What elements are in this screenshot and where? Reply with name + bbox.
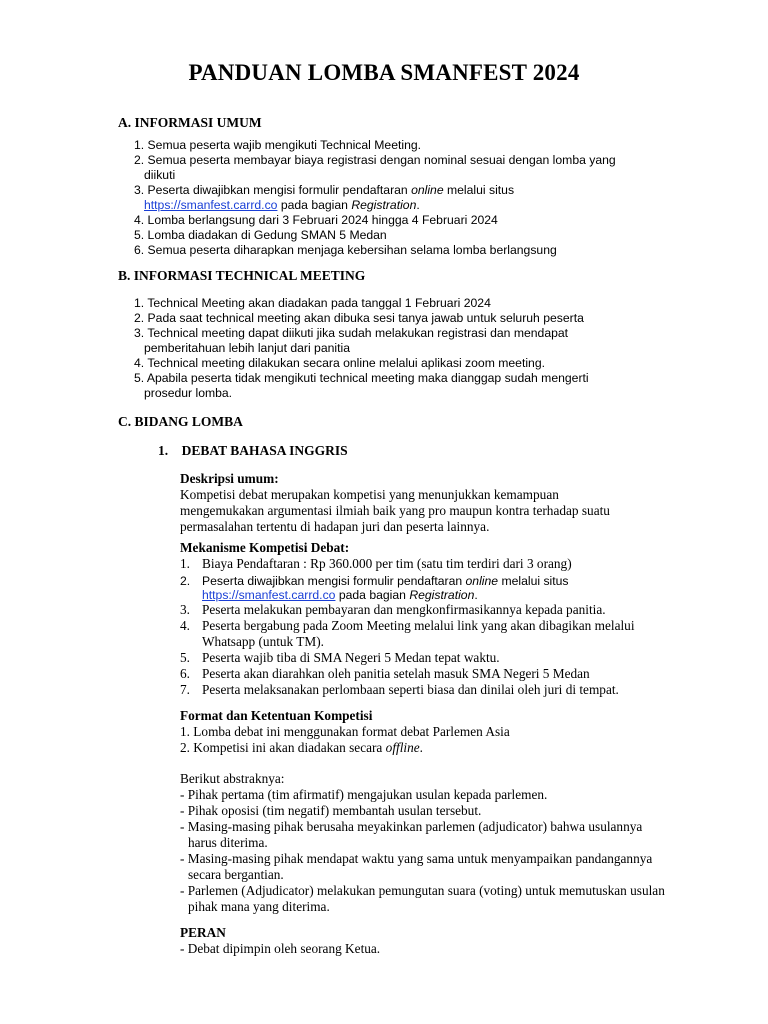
list-item: 3. Technical meeting dapat diikuti jika sudah melakukan registrasi dan mendapat — [134, 326, 569, 340]
list-item: 6. Peserta akan diarahkan oleh panitia setelah masuk SMA Negeri 5 Medan — [180, 666, 590, 681]
list-item: 1. Semua peserta wajib mengikuti Technical Meeting. — [134, 138, 422, 152]
deskripsi-line: permasalahan tertentu di hadapan juri dan peserta lainnya. — [180, 519, 490, 534]
list-item: - Masing-masing pihak mendapat waktu yang sama untuk menyampaikan pandangannya secara bergantian. — [180, 851, 653, 882]
list-item: https://smanfest.carrd.co pada bagian Registration. — [144, 198, 420, 212]
abstrak-list — [180, 787, 670, 915]
peran-item: - Debat dipimpin oleh seorang Ketua. — [180, 941, 381, 956]
debat-subheading: 1. DEBAT BAHASA INGGRIS — [158, 443, 348, 458]
section-b-list — [134, 296, 654, 401]
format-label: Format dan Ketentuan Kompetisi — [180, 708, 373, 723]
mekanisme-list — [180, 556, 670, 698]
format-block — [180, 708, 670, 756]
abstrak-block — [180, 771, 670, 915]
list-item: prosedur lomba. — [144, 386, 233, 400]
peran-block — [180, 925, 670, 957]
format-item: 2. Kompetisi ini akan diadakan secara offline. — [180, 740, 423, 755]
abstrak-label: Berikut abstraknya: — [180, 771, 285, 786]
deskripsi-label: Deskripsi umum: — [180, 471, 279, 486]
list-item: 3. Peserta diwajibkan mengisi formulir pendaftaran online melalui situs — [134, 183, 515, 197]
peran-label: PERAN — [180, 925, 226, 940]
mekanisme-label: Mekanisme Kompetisi Debat: — [180, 540, 350, 555]
section-a-list — [134, 138, 654, 258]
list-item: 4. Technical meeting dilakukan secara online melalui aplikasi zoom meeting. — [134, 356, 545, 370]
list-item: - Pihak oposisi (tim negatif) membantah usulan tersebut. — [180, 803, 482, 818]
list-item: 1. Technical Meeting akan diadakan pada tanggal 1 Februari 2024 — [134, 296, 491, 310]
list-item: 7. Peserta melaksanakan perlombaan seperti biasa dan dinilai oleh juri di tempat. — [180, 682, 619, 697]
section-b-heading: B. INFORMASI TECHNICAL MEETING — [118, 268, 366, 283]
mekanisme-block — [180, 540, 670, 698]
list-item: pemberitahuan lebih lanjut dari panitia — [144, 341, 350, 355]
list-item: diikuti — [144, 168, 176, 182]
deskripsi-block — [180, 471, 670, 535]
list-item: 6. Semua peserta diharapkan menjaga kebersihan selama lomba berlangsung — [134, 243, 557, 257]
list-item: 4. Peserta bergabung pada Zoom Meeting melalui link yang akan dibagikan melalui Whatsapp (untuk TM). — [180, 618, 635, 649]
registration-link[interactable]: https://smanfest.carrd.co — [202, 588, 336, 602]
list-item: 2. Semua peserta membayar biaya registrasi dengan nominal sesuai dengan lomba yang — [134, 153, 616, 167]
format-item: 1. Lomba debat ini menggunakan format debat Parlemen Asia — [180, 724, 510, 739]
section-c-heading: C. BIDANG LOMBA — [118, 414, 243, 429]
list-item: 3. Peserta melakukan pembayaran dan mengkonfirmasikannya kepada panitia. — [180, 602, 606, 617]
list-item: 4. Lomba berlangsung dari 3 Februari 2024 hingga 4 Februari 2024 — [134, 213, 498, 227]
list-item: 5. Peserta wajib tiba di SMA Negeri 5 Medan tepat waktu. — [180, 650, 500, 665]
list-item: 5. Apabila peserta tidak mengikuti technical meeting maka dianggap sudah mengerti — [134, 371, 589, 385]
section-a-heading: A. INFORMASI UMUM — [118, 115, 262, 130]
list-item: - Parlemen (Adjudicator) melakukan pemungutan suara (voting) untuk memutuskan usulan pihak mana yang diterima. — [180, 883, 665, 914]
deskripsi-line: Kompetisi debat merupakan kompetisi yang menunjukkan kemampuan — [180, 487, 559, 502]
list-item: - Pihak pertama (tim afirmatif) mengajukan usulan kepada parlemen. — [180, 787, 548, 802]
list-item: 1. Biaya Pendaftaran : Rp 360.000 per tim (satu tim terdiri dari 3 orang) — [180, 556, 572, 571]
registration-link[interactable]: https://smanfest.carrd.co — [144, 198, 278, 212]
list-item: 2. Pada saat technical meeting akan dibuka sesi tanya jawab untuk seluruh peserta — [134, 311, 584, 325]
deskripsi-line: mengemukakan argumentasi ilmiah baik yang pro maupun kontra terhadap suatu — [180, 503, 610, 518]
list-item: 5. Lomba diadakan di Gedung SMAN 5 Medan — [134, 228, 387, 242]
list-item: 2. Peserta diwajibkan mengisi formulir pendaftaran online melalui situs https://smanfest.carrd.co pada bagian Registration. — [180, 574, 569, 602]
document-title: PANDUAN LOMBA SMANFEST 2024 — [188, 60, 580, 85]
list-item: - Masing-masing pihak berusaha meyakinkan parlemen (adjudicator) bahwa usulannya harus diterima. — [180, 819, 643, 850]
